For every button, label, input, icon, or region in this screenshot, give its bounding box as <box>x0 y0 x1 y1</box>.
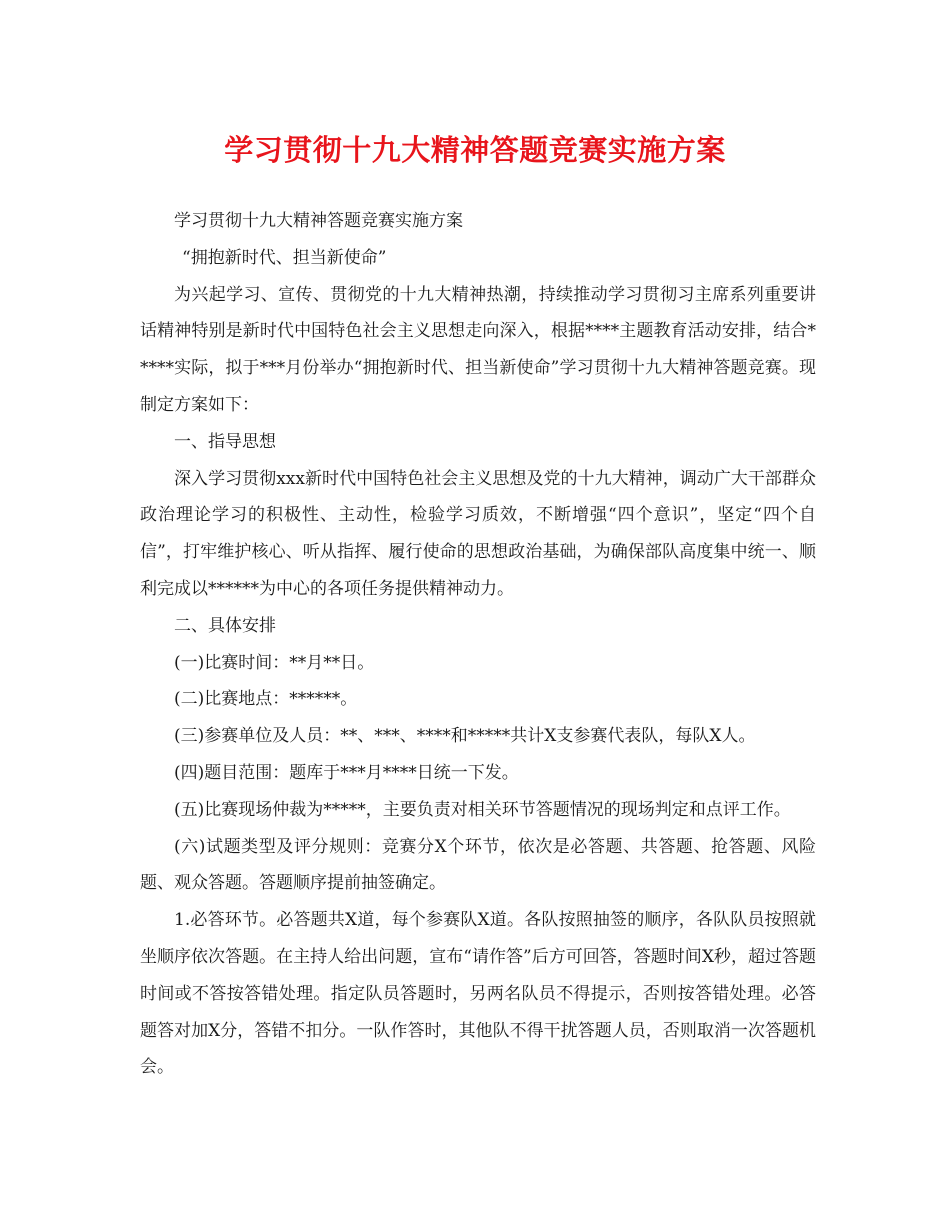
section-heading-arrangement: 二、具体安排 <box>174 615 276 636</box>
arrangement-item-location: (二)比赛地点：******。 <box>174 689 358 710</box>
page-title: 学习贯彻十九大精神答题竞赛实施方案 <box>224 133 726 167</box>
arrangement-item-rules: (六)试题类型及评分规则：竞赛分X个环节，依次是必答题、共答题、抢答题、风险题、观众答题。答题顺序提前抽签确定。 <box>140 836 816 894</box>
intro-paragraph: 为兴起学习、宣传、贯彻党的十九大精神热潮，持续推动学习贯彻习主席系列重要讲话精神特别是新时代中国特色社会主义思想走向深入，根据****主题教育活动安排，结合*****实际，拟于***月份举办“拥抱新时代、担当新使命”学习贯彻十九大精神答题竞赛。现制定方案如下： <box>140 284 816 415</box>
document-body <box>140 203 816 1086</box>
guiding-thought-paragraph: 深入学习贯彻xxx新时代中国特色社会主义思想及党的十九大精神，调动广大干部群众政治理论学习的积极性、主动性，检验学习质效，不断增强“四个意识”，坚定“四个自信”，打牢维护核心、听从指挥、履行使命的思想政治基础，为确保部队高度集中统一、顺利完成以******为中心的各项任务提供精神动力。 <box>140 468 816 599</box>
arrangement-item-scope: (四)题目范围：题库于***月****日统一下发。 <box>174 762 519 783</box>
arrangement-item-time: (一)比赛时间：**月**日。 <box>174 652 375 673</box>
arrangement-item-arbitration: (五)比赛现场仲裁为*****，主要负责对相关环节答题情况的现场判定和点评工作。 <box>174 799 791 820</box>
slogan: “拥抱新时代、担当新使命” <box>182 247 387 268</box>
arrangement-item-participants: (三)参赛单位及人员：**、***、****和*****共计X支参赛代表队，每队X人。 <box>174 726 756 747</box>
section-heading-guiding-thought: 一、指导思想 <box>174 431 276 452</box>
rule-required-round: 1.必答环节。必答题共X道，每个参赛队X道。各队按照抽签的顺序，各队队员按照就坐顺序依次答题。在主持人给出问题，宣布“请作答”后方可回答，答题时间X秒，超过答题时间或不答按答错处理。指定队员答题时，另两名队员不得提示，否则按答错处理。必答题答对加X分，答错不扣分。一队作答时，其他队不得干扰答题人员，否则取消一次答题机会。 <box>140 910 816 1078</box>
document-subtitle: 学习贯彻十九大精神答题竞赛实施方案 <box>174 211 463 231</box>
